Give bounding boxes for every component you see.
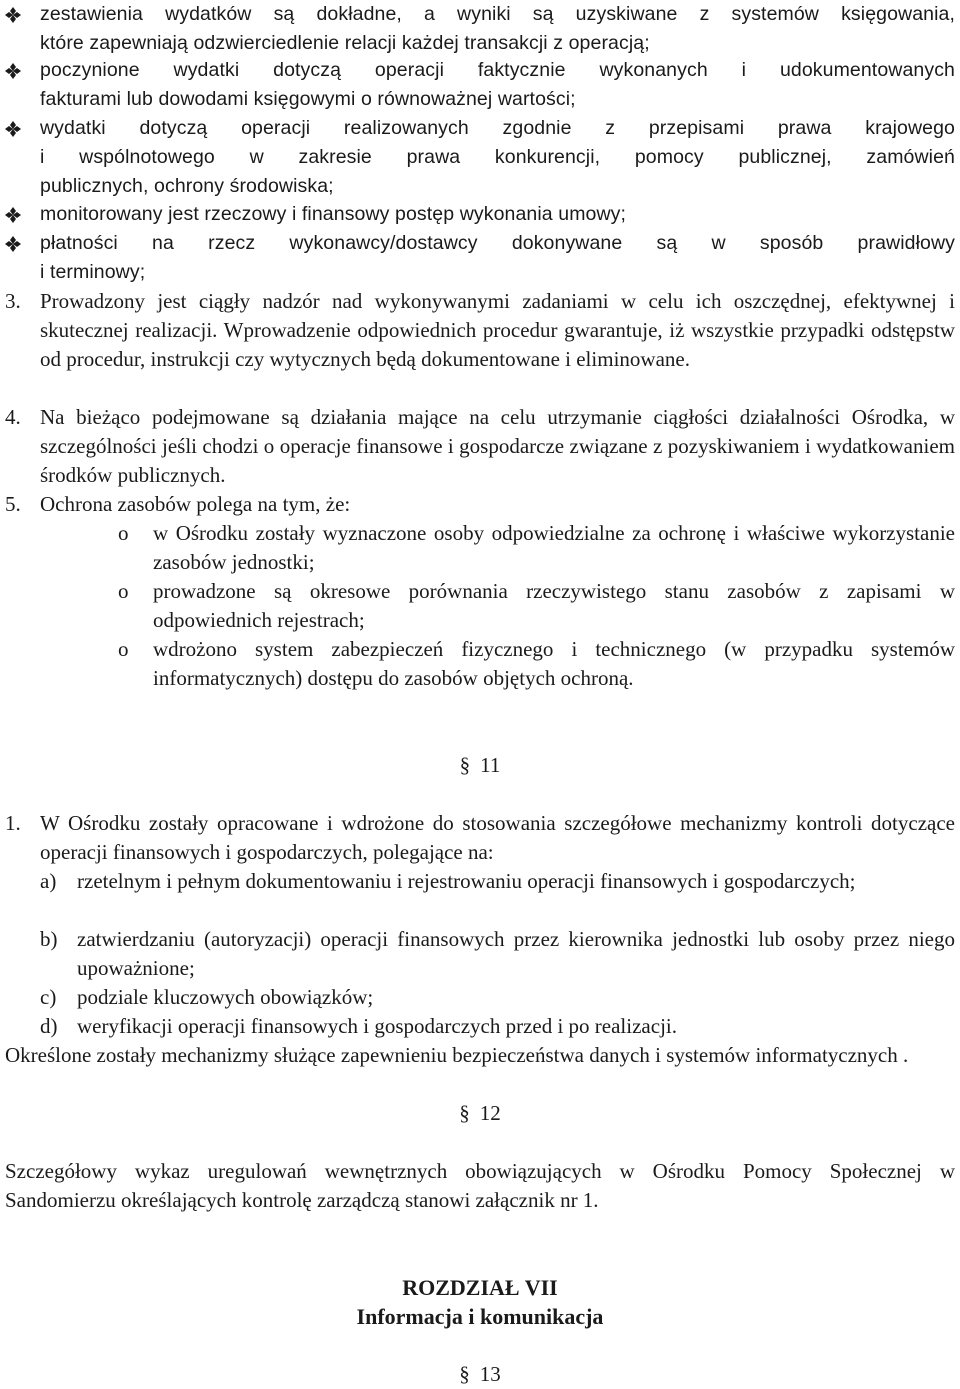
sub-list-marker: o bbox=[118, 579, 129, 603]
numbered-item bbox=[5, 287, 955, 374]
sub-list-item bbox=[118, 519, 955, 577]
sub-list-text: prowadzone są okresowe porównania rzeczywistego stanu zasobów z zapisami w odpowiednich rejestrach; bbox=[153, 579, 955, 632]
section-symbol: § bbox=[459, 753, 471, 777]
item-number: 3. bbox=[5, 289, 21, 313]
section-symbol: § bbox=[459, 1101, 470, 1125]
section-symbol: § bbox=[459, 1362, 470, 1386]
item-number: 4. bbox=[5, 405, 21, 429]
section-number: 13 bbox=[479, 1362, 501, 1386]
item-text: Prowadzony jest ciągły nadzór nad wykonywanymi zadaniami w celu ich oszczędnej, efektywnej i skutecznej realizacji. Wprowadzenie odpowiednich procedur gwarantuje, iż wszystkie przypadki odstępstw od procedur, instrukcji czy wytycznych będą dokumentowane i eliminowane. bbox=[40, 289, 955, 371]
bullet-line: i terminowy; bbox=[40, 261, 146, 283]
bullet-item bbox=[40, 200, 955, 229]
diamond-bullet-icon bbox=[2, 0, 24, 29]
numbered-item bbox=[5, 490, 955, 519]
letter-marker: b) bbox=[40, 927, 58, 951]
letter-marker: d) bbox=[40, 1014, 58, 1038]
letter-item-text: podziale kluczowych obowiązków; bbox=[77, 985, 374, 1009]
section-number: 11 bbox=[480, 753, 501, 777]
letter-item-text: zatwierdzaniu (autoryzacji) operacji finansowych przez kierownika jednostki lub osoby przez niego upoważnione; bbox=[77, 927, 955, 980]
diamond-bullet-icon bbox=[2, 114, 24, 143]
bullet-line: poczynione wydatki dotyczą operacji faktycznie wykonanych i udokumentowanych bbox=[40, 59, 955, 81]
section-heading bbox=[0, 1099, 960, 1128]
item-text: W Ośrodku zostały opracowane i wdrożone do stosowania szczegółowe mechanizmy kontroli dotyczące operacji finansowych i gospodarczych, polegające na: bbox=[40, 811, 955, 864]
diamond-bullet-icon bbox=[2, 200, 24, 229]
numbered-item bbox=[5, 809, 955, 867]
bullet-item bbox=[40, 229, 955, 287]
section-number: 12 bbox=[479, 1101, 501, 1125]
letter-list-item bbox=[40, 867, 955, 896]
bullet-line: publicznych, ochrony środowiska; bbox=[40, 175, 334, 197]
diamond-bullet-icon bbox=[2, 229, 24, 258]
sub-list-item bbox=[118, 577, 955, 635]
letter-list-item bbox=[40, 1012, 955, 1041]
sub-list-item bbox=[118, 635, 955, 693]
item-number: 5. bbox=[5, 492, 21, 516]
bullet-line: i wspólnotowego w zakresie prawa konkurencji, pomocy publicznej, zamówień bbox=[40, 146, 955, 168]
diamond-bullet-icon bbox=[2, 56, 24, 85]
item-text: Na bieżąco podejmowane są działania mające na celu utrzymanie ciągłości działalności Ośrodka, w szczególności jeśli chodzi o operacje finansowe i gospodarcze związane z pozyskiwaniem i wydatkowaniem środków publicznych. bbox=[40, 405, 955, 487]
sub-list-text: w Ośrodku zostały wyznaczone osoby odpowiedzialne za ochronę i właściwe wykorzystanie zasobów jednostki; bbox=[153, 521, 955, 574]
paragraph: Określone zostały mechanizmy służące zapewnieniu bezpieczeństwa danych i systemów informatycznych . bbox=[5, 1043, 909, 1067]
bullet-item bbox=[40, 114, 955, 201]
paragraph: Szczegółowy wykaz uregulowań wewnętrznych obowiązujących w Ośrodku Pomocy Społecznej w Sandomierzu określających kontrolę zarządczą stanowi załącznik nr 1. bbox=[5, 1159, 955, 1212]
bullet-line: płatności na rzecz wykonawcy/dostawcy dokonywane są w sposób prawidłowy bbox=[40, 232, 955, 254]
bullet-line: wydatki dotyczą operacji realizowanych zgodnie z przepisami prawa krajowego bbox=[40, 117, 955, 139]
sub-list-marker: o bbox=[118, 521, 129, 545]
letter-list-item bbox=[40, 983, 955, 1012]
bullet-item bbox=[40, 0, 955, 58]
letter-item-text: rzetelnym i pełnym dokumentowaniu i rejestrowaniu operacji finansowych i gospodarczych; bbox=[77, 869, 856, 893]
letter-marker: a) bbox=[40, 869, 57, 893]
item-number: 1. bbox=[5, 811, 21, 835]
section-heading bbox=[0, 1360, 960, 1389]
letter-item-text: weryfikacji operacji finansowych i gospodarczych przed i po realizacji. bbox=[77, 1014, 677, 1038]
bullet-line: które zapewniają odzwierciedlenie relacji każdej transakcji z operacją; bbox=[40, 32, 650, 54]
bullet-line: monitorowany jest rzeczowy i finansowy postęp wykonania umowy; bbox=[40, 203, 627, 225]
letter-marker: c) bbox=[40, 985, 57, 1009]
bullet-line: zestawienia wydatków są dokładne, a wyniki są uzyskiwane z systemów księgowania, bbox=[40, 3, 955, 25]
sub-list-text: wdrożono system zabezpieczeń fizycznego i technicznego (w przypadku systemów informatycznych) dostępu do zasobów objętych ochroną. bbox=[153, 637, 955, 690]
sub-list-marker: o bbox=[118, 637, 129, 661]
section-heading bbox=[0, 751, 960, 780]
numbered-item bbox=[5, 403, 955, 490]
bullet-item bbox=[40, 56, 955, 114]
chapter-title: ROZDZIAŁ VII bbox=[402, 1275, 558, 1300]
chapter-subtitle: Informacja i komunikacja bbox=[356, 1304, 604, 1329]
letter-list-item bbox=[40, 925, 955, 983]
item-text: Ochrona zasobów polega na tym, że: bbox=[40, 492, 351, 516]
bullet-line: fakturami lub dowodami księgowymi o równoważnej wartości; bbox=[40, 88, 576, 110]
